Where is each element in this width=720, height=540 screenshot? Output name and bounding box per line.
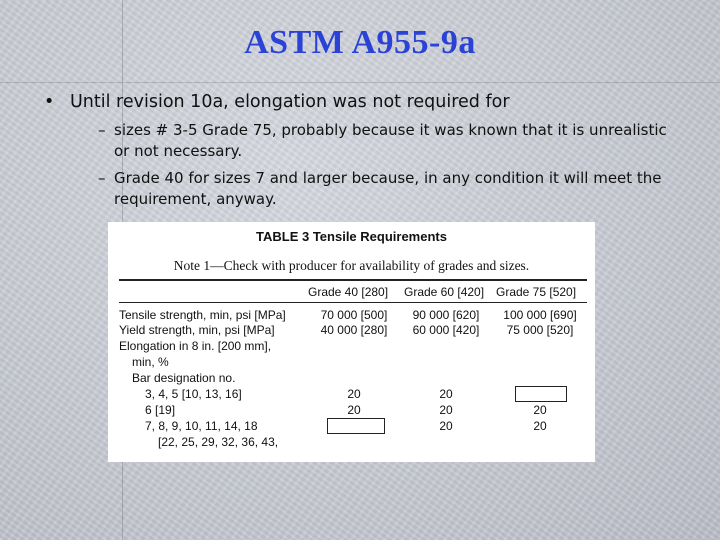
row-label: Yield strength, min, psi [MPa]	[119, 323, 275, 337]
table-cell: 20	[347, 387, 361, 401]
table-header-rule	[119, 302, 587, 303]
decorative-horizontal-line	[0, 82, 720, 83]
row-label: Elongation in 8 in. [200 mm],	[119, 339, 272, 353]
table-cell: 60 000 [420]	[412, 323, 480, 337]
row-label: 6 [19]	[145, 403, 176, 417]
column-header: Grade 60 [420]	[404, 285, 485, 299]
table-cell: 90 000 [620]	[412, 308, 480, 322]
bullet-marker: •	[44, 92, 55, 112]
table-top-rule	[119, 279, 587, 281]
table-caption: TABLE 3 Tensile Requirements	[256, 229, 447, 244]
row-label: Bar designation no.	[132, 371, 236, 385]
table-cell: 40 000 [280]	[320, 323, 388, 337]
bullet-text: Until revision 10a, elongation was not required for	[70, 92, 510, 112]
table-note: Note 1—Check with producer for availability of grades and sizes.	[173, 258, 530, 273]
table-cell: 20	[439, 403, 453, 417]
bullet-list	[44, 92, 684, 210]
subbullet-marker: –	[98, 121, 106, 139]
column-header: Grade 40 [280]	[308, 285, 389, 299]
row-label: Tensile strength, min, psi [MPa]	[119, 308, 286, 322]
column-header: Grade 75 [520]	[496, 285, 577, 299]
slide-title: ASTM A955-9a	[244, 24, 476, 61]
table-cell: 20	[439, 419, 453, 433]
table-cell: 20	[533, 403, 547, 417]
row-label: min, %	[132, 355, 169, 369]
table-cell: 20	[439, 387, 453, 401]
table-cell: 75 000 [520]	[506, 323, 574, 337]
subbullet-text: Grade 40 for sizes 7 and larger because, in any condition it will meet the requirement, anyway.	[114, 169, 662, 208]
tensile-requirements-table	[108, 222, 595, 462]
table-cell: 70 000 [500]	[320, 308, 388, 322]
subbullet-text: sizes # 3-5 Grade 75, probably because it was known that it is unrealistic or not necessary.	[114, 121, 667, 160]
subbullet-item	[98, 120, 684, 162]
row-label: 3, 4, 5 [10, 13, 16]	[145, 387, 242, 401]
table-cell: 100 000 [690]	[503, 308, 577, 322]
bullet-item	[44, 92, 684, 112]
subbullet-marker: –	[98, 169, 106, 187]
empty-cell-box	[515, 386, 567, 402]
table-cell: 20	[533, 419, 547, 433]
subbullet-item	[98, 168, 684, 210]
empty-cell-box	[327, 418, 385, 434]
table-cell: 20	[347, 403, 361, 417]
row-label: [22, 25, 29, 32, 36, 43,	[158, 435, 279, 449]
row-label: 7, 8, 9, 10, 11, 14, 18	[145, 419, 258, 433]
